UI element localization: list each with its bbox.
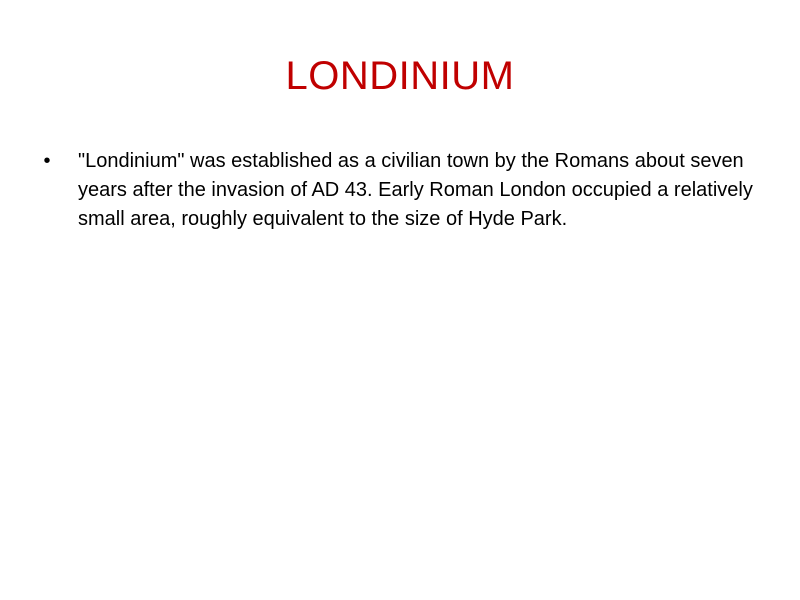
- bullet-icon: •: [43, 150, 51, 172]
- bullet-list: [40, 147, 770, 234]
- slide-content: [40, 147, 770, 234]
- bullet-text: "Londinium" was established as a civilian town by the Romans about seven years after the invasion of AD 43. Early Roman London occupied a relatively small area, roughly equivalent to the size of Hyde Park.: [78, 150, 753, 230]
- slide-title: LONDINIUM: [285, 54, 515, 98]
- list-item: [40, 147, 770, 234]
